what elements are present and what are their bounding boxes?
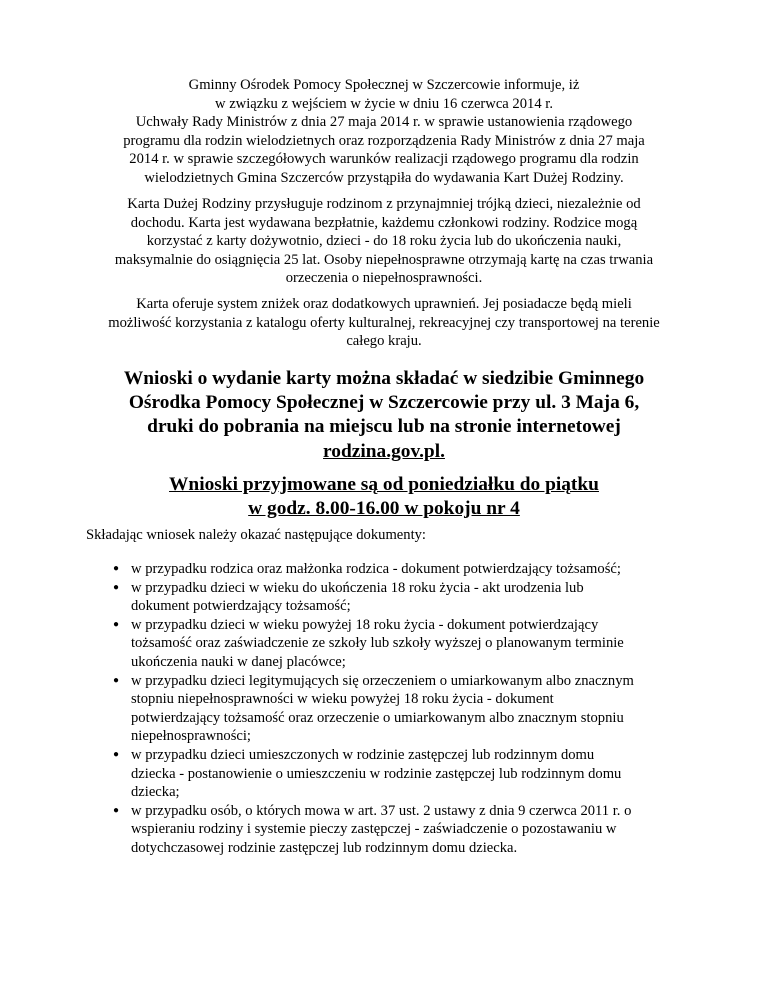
documents-intro: Składając wniosek należy okazać następujące dokumenty: — [86, 527, 426, 543]
list-item: ● w przypadku osób, o których mowa w art. 37 ust. 2 ustawy z dnia 9 czerwca 2011 r. o wspieraniu rodziny i systemie pieczy zastępczej - zaświadczenie o pozostawaniu w dotychczasowej rodzinie zastępczej lub rodzinnym domu dziecka. — [113, 802, 632, 856]
website-link[interactable]: rodzina.gov.pl. — [323, 440, 445, 462]
office-hours-heading: Wnioski przyjmowane są od poniedziałku do piątku w godz. 8.00-16.00 w pokoju nr 4 — [169, 474, 599, 520]
list-item: ● w przypadku dzieci w wieku powyżej 18 roku życia - dokument potwierdzający tożsamość oraz zaświadczenie ze szkoły lub szkoły wyższej o planowanym terminie ukończenia nauki w danej placówce; — [113, 616, 624, 670]
application-info-heading: Wnioski o wydanie karty można składać w siedzibie Gminnego Ośrodka Pomocy Społecznej w Szczercowie przy ul. 3 Maja 6, druki do pobrania na miejscu lub na stronie internetowej rodzina.gov.pl. — [123, 368, 645, 462]
bullet-icon: ● — [113, 618, 120, 630]
documents-list — [86, 560, 686, 858]
bullet-icon: ● — [113, 674, 120, 686]
intro-paragraph-benefits: Karta oferuje system zniżek oraz dodatkowych uprawnień. Jej posiadacze będą mieli możliwość korzystania z katalogu oferty kulturalnej, rekreacyjnej czy transportowej na terenie całego kraju. — [108, 296, 660, 350]
bullet-icon: ● — [113, 581, 120, 593]
list-item: ● w przypadku dzieci umieszczonych w rodzinie zastępczej lub rodzinnym domu dziecka - postanowienie o umieszczeniu w rodzinie zastępczej lub rodzinnym domu dziecka; — [113, 746, 622, 801]
bullet-icon: ● — [113, 804, 120, 816]
intro-paragraph-announcement: Gminny Ośrodek Pomocy Społecznej w Szczercowie informuje, iż w związku z wejściem w życie w dniu 16 czerwca 2014 r. Uchwały Rady Ministrów z dnia 27 maja 2014 r. w sprawie ustanowienia rządowego programu dla rodzin wielodzietnych oraz rozporządzenia Rady Ministrów z dnia 27 maja 2014 r. w sprawie szczegółowych warunków realizacji rządowego programu dla rodzin wielodzietnych Gmina Szczerców przystąpiła do wydawania Kart Dużej Rodziny. — [123, 77, 645, 186]
bullet-icon: ● — [113, 748, 120, 760]
intro-paragraph-eligibility: Karta Dużej Rodziny przysługuje rodzinom z przynajmniej trójką dzieci, niezależnie od dochodu. Karta jest wydawana bezpłatnie, każdemu członkowi rodziny. Rodzice mogą korzystać z karty dożywotnio, dzieci - do 18 roku życia lub do ukończenia nauki, maksymalnie do osiągnięcia 25 lat. Osoby niepełnosprawne otrzymają kartę na czas trwania orzeczenia o niepełnosprawności. — [114, 196, 654, 287]
list-item: ● w przypadku dzieci w wieku do ukończenia 18 roku życia - akt urodzenia lub dokument potwierdzający tożsamość; — [113, 579, 584, 615]
list-item: ● w przypadku dzieci legitymujących się orzeczeniem o umiarkowanym albo znacznym stopniu niepełnosprawności w wieku powyżej 18 roku życia - dokument potwierdzający tożsamość oraz orzeczenie o umiarkowanym albo znacznym stopniu niepełnosprawności; — [113, 672, 634, 745]
list-item: ● w przypadku rodzica oraz małżonka rodzica - dokument potwierdzający tożsamość; — [113, 561, 621, 577]
bullet-icon: ● — [113, 563, 120, 574]
